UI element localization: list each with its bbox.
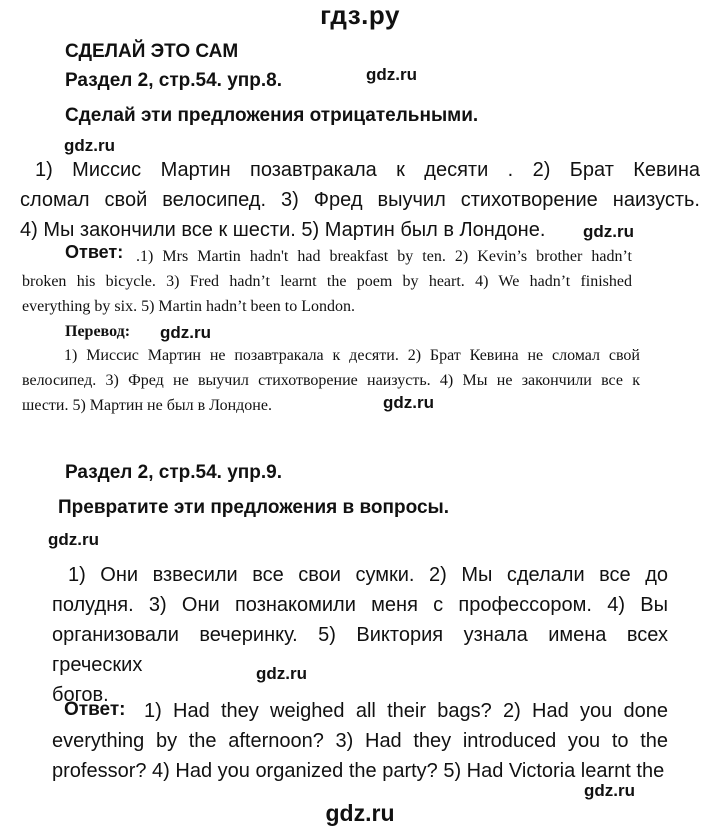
sentence-line: 1) Они взвесили все свои сумки. 2) Мы сделали все до	[68, 564, 668, 586]
answer-label: Ответ:	[65, 242, 124, 262]
answer-line: professor? 4) Had you organized the party? 5) Had Victoria learnt the	[52, 760, 665, 782]
watermark: gdz.ru	[584, 781, 635, 800]
answer-line: 1) Had they weighed all their bags? 2) Had you done	[144, 700, 668, 722]
watermark: gdz.ru	[383, 393, 434, 412]
section-title: СДЕЛАЙ ЭТО САМ	[65, 41, 239, 62]
watermark: gdz.ru	[64, 136, 115, 155]
sentence-line: полудня. 3) Они познакомили меня с профессором. 4) Вы	[52, 594, 668, 616]
answer-line: broken his bicycle. 3) Fred hadn’t learnt the poem by heart. 4) We hadn’t finished	[22, 273, 632, 290]
answer-line: everything by the afternoon? 3) Had they introduced you to the	[52, 730, 668, 752]
sentence-line: сломал свой велосипед. 3) Фред выучил стихотворение наизусть.	[20, 189, 700, 211]
watermark: gdz.ru	[160, 323, 211, 342]
answer-label: Ответ:	[64, 699, 126, 720]
translation-line: велосипед. 3) Фред не выучил стихотворение наизусть. 4) Мы не закончили все к	[22, 372, 640, 389]
watermark: gdz.ru	[366, 65, 417, 84]
translation-label: Перевод:	[65, 323, 131, 340]
watermark: gdz.ru	[583, 222, 634, 241]
translation-block	[22, 343, 640, 418]
answer-block	[22, 244, 632, 319]
sentence-line: организовали вечеринку. 5) Виктория узнала имена всех греческих	[52, 624, 668, 676]
sentence-line: 1) Миссис Мартин позавтракала к десяти . 2) Брат Кевина	[35, 159, 700, 181]
watermark: gdz.ru	[256, 664, 307, 683]
task-heading: Превратите эти предложения в вопросы.	[58, 497, 450, 518]
translation-line: шести. 5) Мартин не был в Лондоне.	[22, 397, 272, 414]
exercise-reference: Раздел 2, стр.54. упр.8.	[65, 70, 282, 91]
site-title: гдз.ру	[320, 0, 400, 30]
sentence-line: богов.	[52, 684, 109, 706]
sentence-line: 4) Мы закончили все к шести. 5) Мартин был в Лондоне.	[20, 219, 546, 241]
answer-line: everything by six. 5) Martin hadn’t been to London.	[22, 298, 355, 315]
footer-watermark: gdz.ru	[325, 800, 395, 826]
watermark: gdz.ru	[48, 530, 99, 549]
translation-line: 1) Миссис Мартин не позавтракала к десяти. 2) Брат Кевина не сломал свой	[64, 347, 640, 364]
exercise-reference: Раздел 2, стр.54. упр.9.	[65, 462, 282, 483]
answer-line: .1) Mrs Martin hadn't had breakfast by ten. 2) Kevin’s brother hadn’t	[136, 248, 632, 265]
answer-block	[52, 696, 668, 786]
task-heading: Сделай эти предложения отрицательными.	[65, 105, 479, 126]
sentences-block	[52, 560, 668, 710]
